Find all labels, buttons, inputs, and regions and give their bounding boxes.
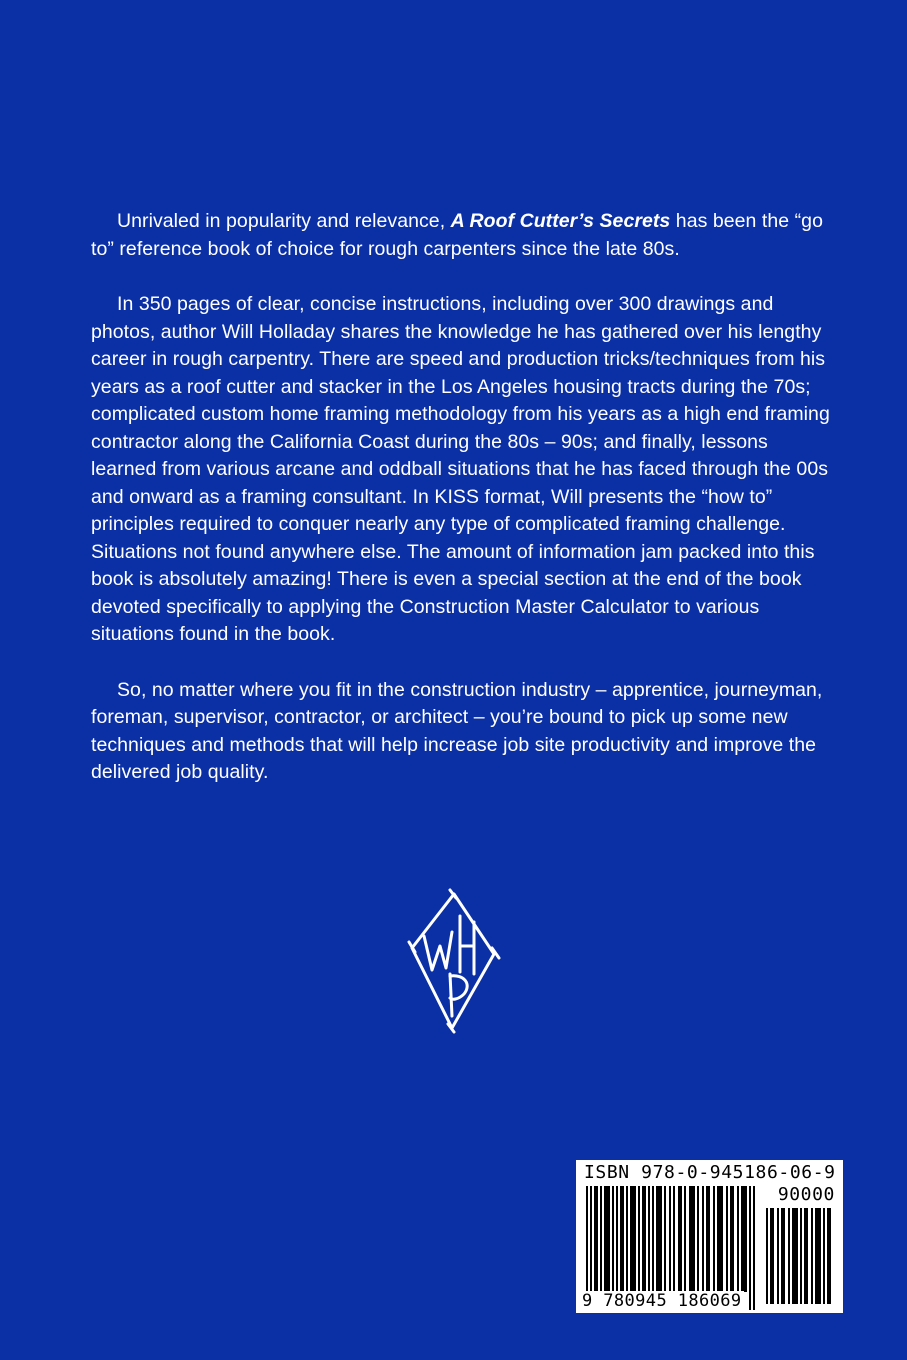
isbn-label: ISBN 978-0-945186-06-9 [584,1162,836,1183]
blurb-paragraph-3: So, no matter where you fit in the construction industry – apprentice, journeyman, foreman, supervisor, contractor, or architect – you’re bound to pick up some new techniques and methods that will help increase job site productivity and improve the delivered job quality. [91,678,823,783]
blurb-p1-tail: has been the “go to” reference book of choice for rough carpenters since the late 80s. [91,210,823,260]
whp-publisher-monogram-icon [400,888,510,1034]
blurb-p1-lead: Unrivaled in popularity and relevance, [117,210,451,232]
book-title: A Roof Cutter’s Secrets [450,210,671,232]
blurb-paragraph-2: In 350 pages of clear, concise instructions, including over 300 drawings and photos, author Will Holladay shares the knowledge he has gathered over his lengthy career in rough carpentry. There are speed and production tricks/techniques from his years as a roof cutter and stacker in the Los Angeles housing tracts during the 70s; complicated custom home framing methodology from his years as a high end framing contractor along the California Coast during the 80s – 90s; and finally, lessons learned from various arcane and oddball situations that he has faced through the 00s and onward as a framing consultant. In KISS format, Will presents the “how to” principles required to conquer nearly any type of complicated framing challenge. Situations not found anywhere else. The amount of information jam packed into this book is absolutely amazing! There is even a special section at the end of the book devoted specifically to applying the Construction Master Calculator to various situations found in the book. [91,293,830,645]
price-addon-bars [764,1208,836,1304]
cover-blurb [91,208,831,815]
blurb-paragraph-1 [91,208,831,263]
price-code: 90000 [777,1184,835,1205]
ean-digits: 9 780945 186069 [582,1291,742,1311]
isbn-barcode [576,1160,843,1313]
